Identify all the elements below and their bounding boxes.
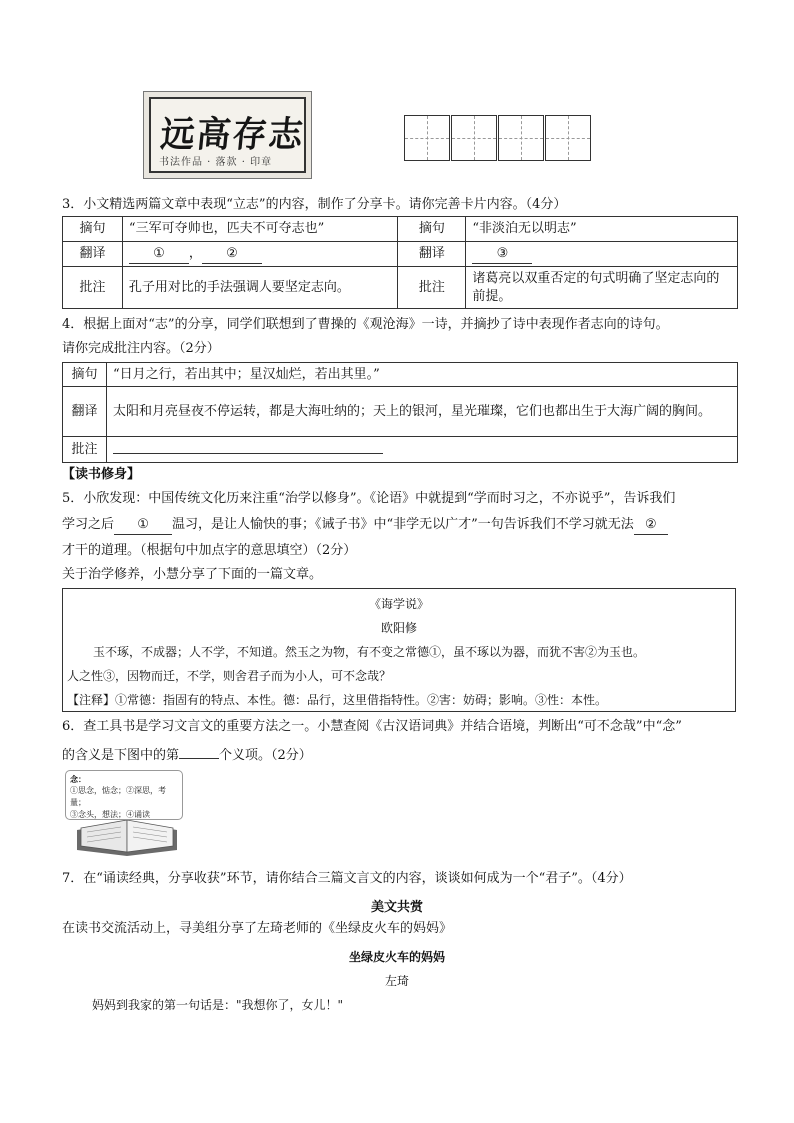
q4-translation: 太阳和月亮昼夜不停运转，都是大海吐纳的；天上的银河，星光璀璨，它们也都出生于大海广阔的胸间。 <box>107 387 738 437</box>
q5-line3: 才干的道理。（根据句中加点字的意思填空）（2分） <box>62 543 357 558</box>
essay-notes: 【注释】①常德：指固有的特点、本性。德：品行，这里借指特性。②害：妨碍；影响。③性：本性。 <box>67 693 608 707</box>
q3-annotation-2: 诸葛亮以双重否定的句式明确了坚定志向的前提。 <box>466 267 738 309</box>
writing-grid[interactable] <box>404 115 592 161</box>
q3-share-card <box>62 216 738 309</box>
q3-label: 批注 <box>398 267 466 309</box>
q5-text: 温习，是让人愉快的事；《诫子书》中“非学无以广才”一句告诉我们不学习就无法 <box>172 517 634 532</box>
separator: ， <box>188 245 202 261</box>
dictionary-senses: ①思念，惦念；②深思，考量； <box>70 786 166 807</box>
essay-title: 《诲学说》 <box>368 597 429 611</box>
q5-blank-1[interactable]: ① <box>114 516 172 535</box>
q3-translation-2 <box>466 242 738 267</box>
q4-question-line2: 请你完成批注内容。（2分） <box>62 341 220 356</box>
q3-label: 翻译 <box>398 242 466 267</box>
q3-label: 批注 <box>63 267 123 309</box>
q6-line2 <box>62 744 312 765</box>
calligraphy-text: 志存高远 <box>158 114 307 157</box>
dictionary-head: 念： <box>70 774 86 784</box>
q4-label: 翻译 <box>63 387 107 437</box>
essay-box <box>62 588 736 712</box>
q7-question: 7．在“诵读经典，分享收获”环节，请你结合三篇文言文的内容，谈谈如何成为一个“君子”。（4分） <box>62 871 632 886</box>
q4-annotation-blank[interactable] <box>113 439 383 454</box>
grid-cell[interactable] <box>451 115 497 161</box>
q4-card <box>62 362 738 463</box>
intro-text: 在读书交流活动上，寻美组分享了左琦老师的《坐绿皮火车的妈妈》 <box>62 921 453 936</box>
section-heading-appreciation: 美文共赏 <box>370 900 423 915</box>
grid-cell[interactable] <box>404 115 450 161</box>
q4-question-line1: 4．根据上面对“志”的分享，同学们联想到了曹操的《观沧海》一诗，并摘抄了诗中表现作者志向的诗句。 <box>62 317 669 332</box>
q3-translation-1 <box>122 242 398 267</box>
q5-line4: 关于治学修养，小慧分享了下面的一篇文章。 <box>62 567 323 582</box>
dictionary-image <box>65 770 183 860</box>
q3-quote-2: “非淡泊无以明志” <box>466 217 738 242</box>
q3-question: 3．小文精选两篇文章中表现“立志”的内容，制作了分享卡。请你完善卡片内容。（4分） <box>62 197 567 212</box>
q4-label: 摘句 <box>63 363 107 387</box>
essay-paragraph-2: 人之性③，因物而迁，不学，则舍君子而为小人，可不念哉？ <box>67 669 392 683</box>
grid-cell[interactable] <box>498 115 544 161</box>
article-author: 左琦 <box>384 974 409 988</box>
section-heading-reading: 【读书修身】 <box>62 467 141 482</box>
q3-label: 摘句 <box>398 217 466 242</box>
blank-1[interactable]: ① <box>129 245 189 264</box>
q4-annotation-cell <box>107 437 738 463</box>
calligraphy-inscription: 书法作品 · 落款 · 印章 <box>159 157 273 168</box>
q5-line1: 5．小欣发现：中国传统文化历来注重“治学以修身”。《论语》中就提到“学而时习之，不亦说乎”，告诉我们 <box>62 491 676 506</box>
essay-author: 欧阳修 <box>380 621 417 635</box>
article-title: 坐绿皮火车的妈妈 <box>348 950 445 964</box>
essay-paragraph-1: 玉不琢，不成器；人不学，不知道。然玉之为物，有不变之常德①，虽不琢以为器，而犹不害②为玉也。 <box>93 645 646 659</box>
q3-label: 翻译 <box>63 242 123 267</box>
q6-line1: 6．查工具书是学习文言文的重要方法之一。小慧查阅《古汉语词典》并结合语境，判断出“可不念哉”中“念” <box>62 719 682 734</box>
blank-2[interactable]: ② <box>202 245 262 264</box>
calligraphy-image <box>143 91 312 179</box>
q6-text: 的含义是下图中的第 <box>62 748 180 763</box>
q3-quote-1: “三军可夺帅也，匹夫不可夺志也” <box>122 217 398 242</box>
article-first-line: 妈妈到我家的第一句话是："我想你了，女儿！" <box>92 998 344 1012</box>
blank-3[interactable]: ③ <box>472 245 532 264</box>
q5-blank-2[interactable]: ② <box>634 516 668 535</box>
dictionary-entry <box>65 770 183 820</box>
q4-label: 批注 <box>63 437 107 463</box>
q4-quote: “日月之行，若出其中；星汉灿烂，若出其里。” <box>107 363 738 387</box>
dictionary-senses-2: ③念头，想法；④诵读 <box>70 810 150 819</box>
q5-text: 学习之后 <box>62 517 115 532</box>
q3-label: 摘句 <box>63 217 123 242</box>
q6-text: 个义项。（2分） <box>219 748 312 763</box>
q5-line2 <box>62 516 668 535</box>
q6-blank[interactable] <box>179 744 219 759</box>
grid-cell[interactable] <box>545 115 591 161</box>
q3-annotation-1: 孔子用对比的手法强调人要坚定志向。 <box>122 267 398 309</box>
